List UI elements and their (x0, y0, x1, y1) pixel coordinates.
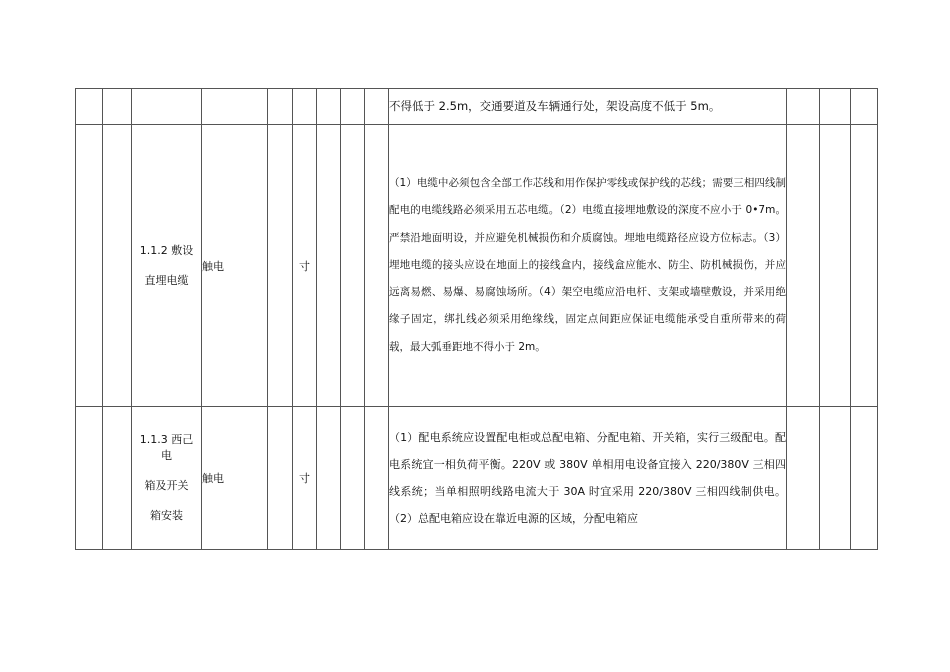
empty-cell (317, 89, 341, 125)
table-row (76, 89, 878, 125)
empty-cell (268, 407, 293, 550)
empty-cell (820, 125, 851, 407)
item-cell (132, 89, 202, 125)
empty-cell (851, 407, 878, 550)
hazard-cell: 触电 (202, 125, 268, 407)
empty-cell (365, 407, 389, 550)
empty-cell (341, 125, 365, 407)
empty-cell (268, 89, 293, 125)
item-line: 1.1.3 西己 (139, 433, 194, 446)
item-cell (132, 407, 202, 550)
empty-cell (365, 89, 389, 125)
empty-cell (317, 407, 341, 550)
item-line: 箱及开关 (144, 479, 189, 492)
level-cell: 寸 (293, 407, 317, 550)
item-cell (132, 125, 202, 407)
table-row (76, 407, 878, 550)
table-row (76, 125, 878, 407)
hazard-cell (202, 89, 268, 125)
measure-content: （1）电缆中必须包含全部工作芯线和用作保护零线或保护线的芯线；需要三相四线制配电的电缆线路必须采用五芯电缆。（2）电缆直接埋地敷设的深度不应小于 0•7m。严禁沿地面明设，并应避免机械损伤和介质腐蚀。埋地电缆路径应设方位标志。（3）埋地电缆的接头应设在地面上的接线盒内，接线盒应能水、防尘、防机械损伤，并应远离易燃、易爆、易腐蚀场所。（4）架空电缆应沿电杆、支架或墙壁敷设，并采用绝缘子固定，绑扎线必须采用绝缘线，固定点间距应保证电缆能承受自重所带来的荷载，最大弧垂距地不得小于 2m。 (389, 125, 787, 407)
empty-cell (820, 407, 851, 550)
safety-measures-table (75, 88, 878, 550)
level-cell: 寸 (293, 125, 317, 407)
empty-cell (268, 125, 293, 407)
item-line: 直埋电缆 (144, 273, 189, 287)
empty-cell (103, 89, 132, 125)
empty-cell (341, 89, 365, 125)
item-line: 电 (161, 449, 172, 462)
item-line: 1.1.2 敷设 (139, 243, 194, 257)
empty-cell (787, 407, 820, 550)
empty-cell (76, 125, 103, 407)
empty-cell (103, 407, 132, 550)
empty-cell (103, 125, 132, 407)
empty-cell (787, 125, 820, 407)
empty-cell (851, 125, 878, 407)
empty-cell (787, 89, 820, 125)
empty-cell (341, 407, 365, 550)
empty-cell (76, 89, 103, 125)
empty-cell (851, 89, 878, 125)
hazard-cell: 触电 (202, 407, 268, 550)
item-line: 箱安装 (150, 509, 183, 522)
empty-cell (820, 89, 851, 125)
empty-cell (76, 407, 103, 550)
level-cell (293, 89, 317, 125)
measure-content: 不得低于 2.5m，交通要道及车辆通行处，架设高度不低于 5m。 (389, 89, 787, 125)
empty-cell (365, 125, 389, 407)
measure-content: （1）配电系统应设置配电柜或总配电箱、分配电箱、开关箱，实行三级配电。配电系统宜一相负荷平衡。220V 或 380V 单相用电设备宜接入 220/380V 三相四线系统；当单相照明线路电流大于 30A 时宜采用 220/380V 三相四线制供电。（2）总配电箱应设在靠近电源的区域，分配电箱应 (389, 407, 787, 550)
empty-cell (317, 125, 341, 407)
